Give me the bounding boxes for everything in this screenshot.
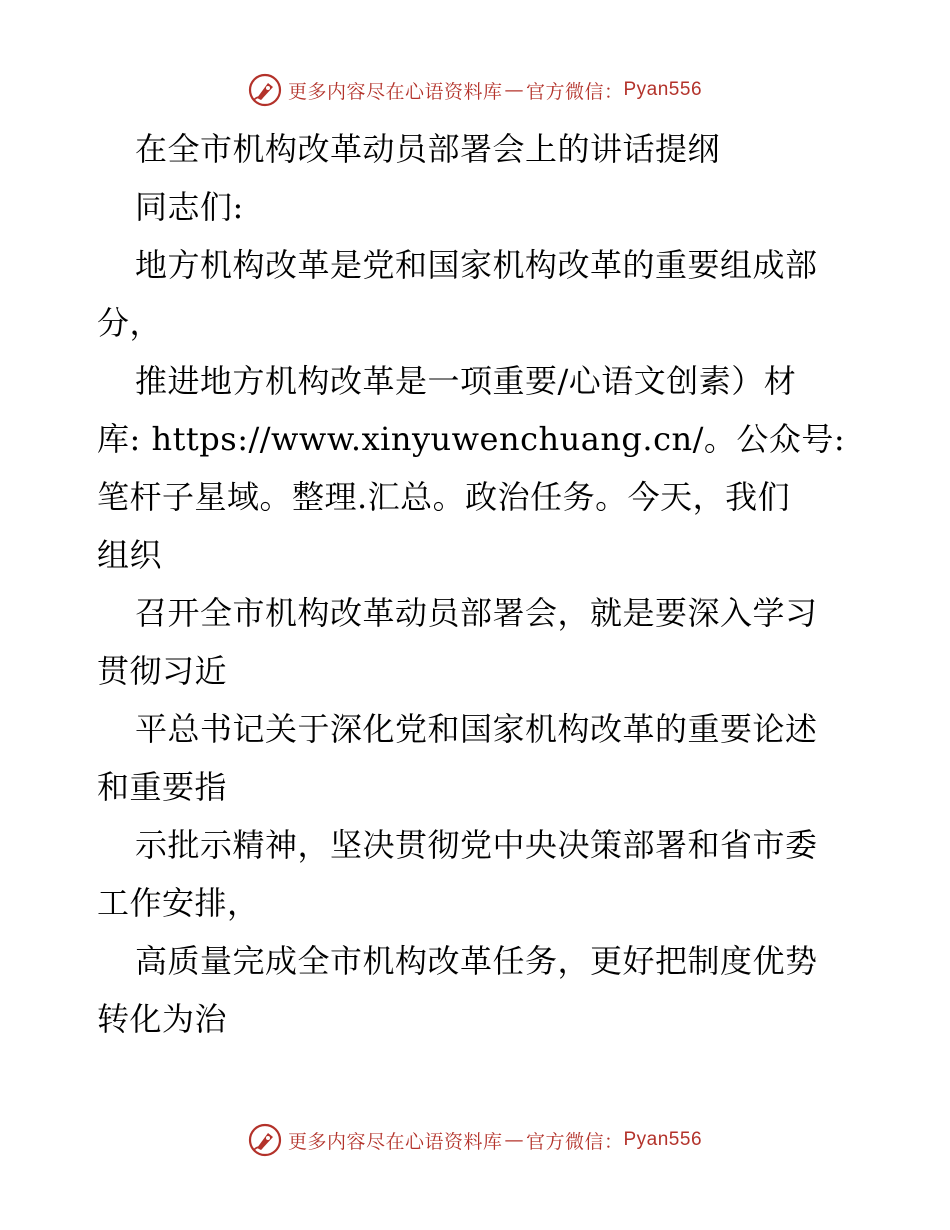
paragraph-line: 转化为治: [97, 1000, 228, 1038]
paragraph-line: 示批示精神，坚决贯彻党中央决策部署和省市委: [135, 826, 818, 864]
paragraph-line: 平总书记关于深化党和国家机构改革的重要论述: [135, 710, 818, 748]
watermark-handle: Pyan556: [623, 1129, 703, 1150]
paragraph-line: 分，: [97, 304, 163, 342]
document-body: [97, 120, 857, 1048]
watermark-text: 更多内容尽在心语资料库: [287, 1130, 503, 1153]
paragraph-line: 笔杆子星域。整理.汇总。政治任务。今天，我们: [97, 478, 791, 516]
watermark-separator: —: [504, 1129, 524, 1151]
paragraph-line: 组织: [97, 536, 163, 574]
paragraph-line: 推进地方机构改革是一项重要/心语文创素）材: [135, 362, 797, 400]
paragraph-line: 高质量完成全市机构改革任务，更好把制度优势: [135, 942, 818, 980]
watermark-handle: Pyan556: [623, 79, 703, 100]
document-title: 在全市机构改革动员部署会上的讲话提纲: [135, 130, 721, 168]
watermark-separator: —: [504, 79, 524, 101]
watermark-label: 官方微信：: [525, 80, 624, 103]
paragraph-line: 和重要指: [97, 768, 228, 806]
pen-nib-logo-icon: [248, 73, 282, 107]
paragraph-line: 地方机构改革是党和国家机构改革的重要组成部: [135, 246, 818, 284]
watermark-text: 更多内容尽在心语资料库: [287, 80, 503, 103]
footer-watermark: [0, 1120, 950, 1160]
paragraph-line: 贯彻习近: [97, 652, 228, 690]
header-watermark: [0, 70, 950, 110]
watermark-label: 官方微信：: [525, 1130, 624, 1153]
paragraph-line: 同志们:: [135, 188, 244, 226]
paragraph-line: 召开全市机构改革动员部署会，就是要深入学习: [135, 594, 818, 632]
paragraph-line: 工作安排，: [97, 884, 260, 922]
paragraph-line: 库: https://www.xinyuwenchuang.cn/。公众号:: [97, 420, 846, 458]
pen-nib-logo-icon: [248, 1123, 282, 1157]
